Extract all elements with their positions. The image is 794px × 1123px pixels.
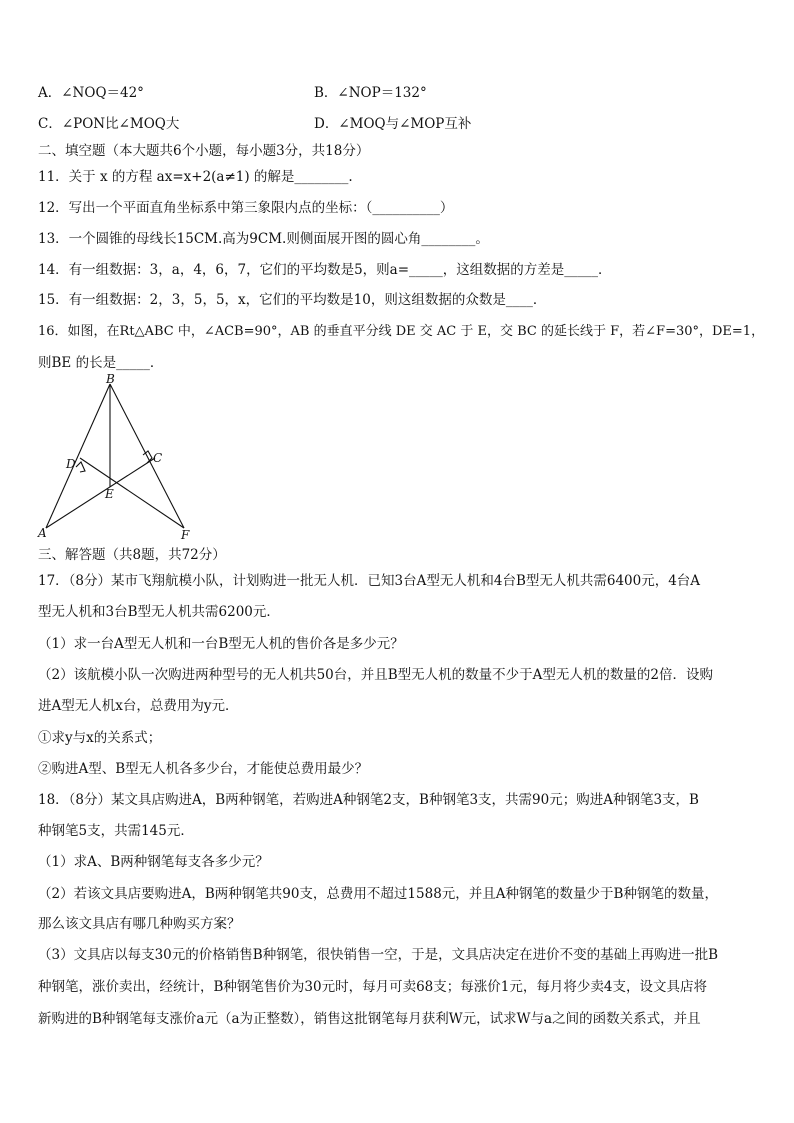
segment-bf (110, 384, 184, 528)
question-14: 14．有一组数据：3，a，4，6，7，它们的平均数是5，则a=_____，这组数据的方差是_____． (38, 262, 612, 278)
label-c: C (153, 451, 163, 465)
question-16-line1: 16．如图，在Rt△ABC 中，∠ACB=90°，AB 的垂直平分线 DE 交 AC 于 E，交 BC 的延长线于 F，若∠F=30°，DE=1， (38, 324, 765, 339)
question-17-line2: 型无人机和3台B型无人机共需6200元． (38, 604, 280, 620)
section3-heading: 三、解答题（共8题，共72分） (38, 547, 226, 563)
question-18-part3-line2: 种钢笔，涨价卖出，经统计，B种钢笔售价为30元时，每月可卖68支；每涨价1元，每月将少卖4支，设文具店将 (38, 979, 707, 995)
question-17-part1: （1）求一台A型无人机和一台B型无人机的售价各是多少元？ (38, 636, 404, 652)
question-17-sub1: ①求y与x的关系式； (38, 730, 162, 746)
question-17-line1: 17．（8分）某市飞翔航模小队，计划购进一批无人机．已知3台A型无人机和4台B型无人机共需6400元，4台A (38, 573, 701, 589)
option-c: C．∠PON比∠MOQ大 (38, 116, 180, 132)
question-17-part2-line1: （2）该航模小队一次购进两种型号的无人机共50台，并且B型无人机的数量不少于A型无人机的数量的2倍．设购 (38, 667, 714, 683)
question-18-part2-line1: （2）若该文具店要购进A，B两种钢笔共90支，总费用不超过1588元，并且A种钢笔的数量少于B种钢笔的数量， (38, 886, 718, 902)
question-18-part3-line1: （3）文具店以每支30元的价格销售B种钢笔，很快销售一空，于是，文具店决定在进价不变的基础上再购进一批B (38, 947, 719, 963)
question-13: 13．一个圆锥的母线长15CM.高为9CM.则侧面展开图的圆心角________。 (38, 231, 489, 247)
question-18-part2-line2: 那么该文具店有哪几种购买方案？ (38, 916, 241, 932)
question-11: 11．关于 x 的方程 ax=x+2(a≠1) 的解是________. (38, 169, 353, 185)
label-b: B (106, 372, 115, 386)
question-18-line1: 18．（8分）某文具店购进A，B两种钢笔，若购进A种钢笔2支，B种钢笔3支，共需90元；购进A种钢笔3支，B (38, 792, 699, 808)
question-12: 12．写出一个平面直角坐标系中第三象限内点的坐标：（__________） (38, 200, 454, 216)
question-18-part3-line3: 新购进的B种钢笔每支涨价a元（a为正整数），销售这批钢笔每月获利W元，试求W与a之间的函数关系式，并且 (38, 1011, 701, 1027)
segment-ab (46, 384, 110, 528)
label-a: A (38, 526, 47, 540)
question-16-line2: 则BE 的长是_____． (38, 355, 164, 371)
segment-fd (80, 458, 184, 528)
option-d: D．∠MOQ与∠MOP互补 (314, 116, 472, 132)
right-angle-mark-d (76, 462, 85, 472)
label-e: E (105, 487, 114, 501)
section2-heading: 二、填空题（本大题共6个小题，每小题3分，共18分） (38, 143, 370, 159)
question-15: 15．有一组数据：2，3，5，5，x，它们的平均数是10，则这组数据的众数是____． (38, 292, 547, 308)
question-18-line2: 种钢笔5支，共需145元． (38, 823, 194, 839)
question-18-part1: （1）求A、B两种钢笔每支各多少元？ (38, 854, 269, 870)
geometry-figure (30, 372, 200, 544)
question-17-sub2: ②购进A型、B型无人机各多少台，才能使总费用最少？ (38, 761, 369, 777)
label-f: F (181, 528, 190, 542)
label-d: D (66, 457, 76, 471)
question-17-part2-line2: 进A型无人机x台，总费用为y元． (38, 698, 239, 714)
option-a: A．∠NOQ＝42° (38, 85, 144, 101)
segment-af (46, 458, 155, 528)
option-b: B．∠NOP＝132° (314, 85, 427, 101)
